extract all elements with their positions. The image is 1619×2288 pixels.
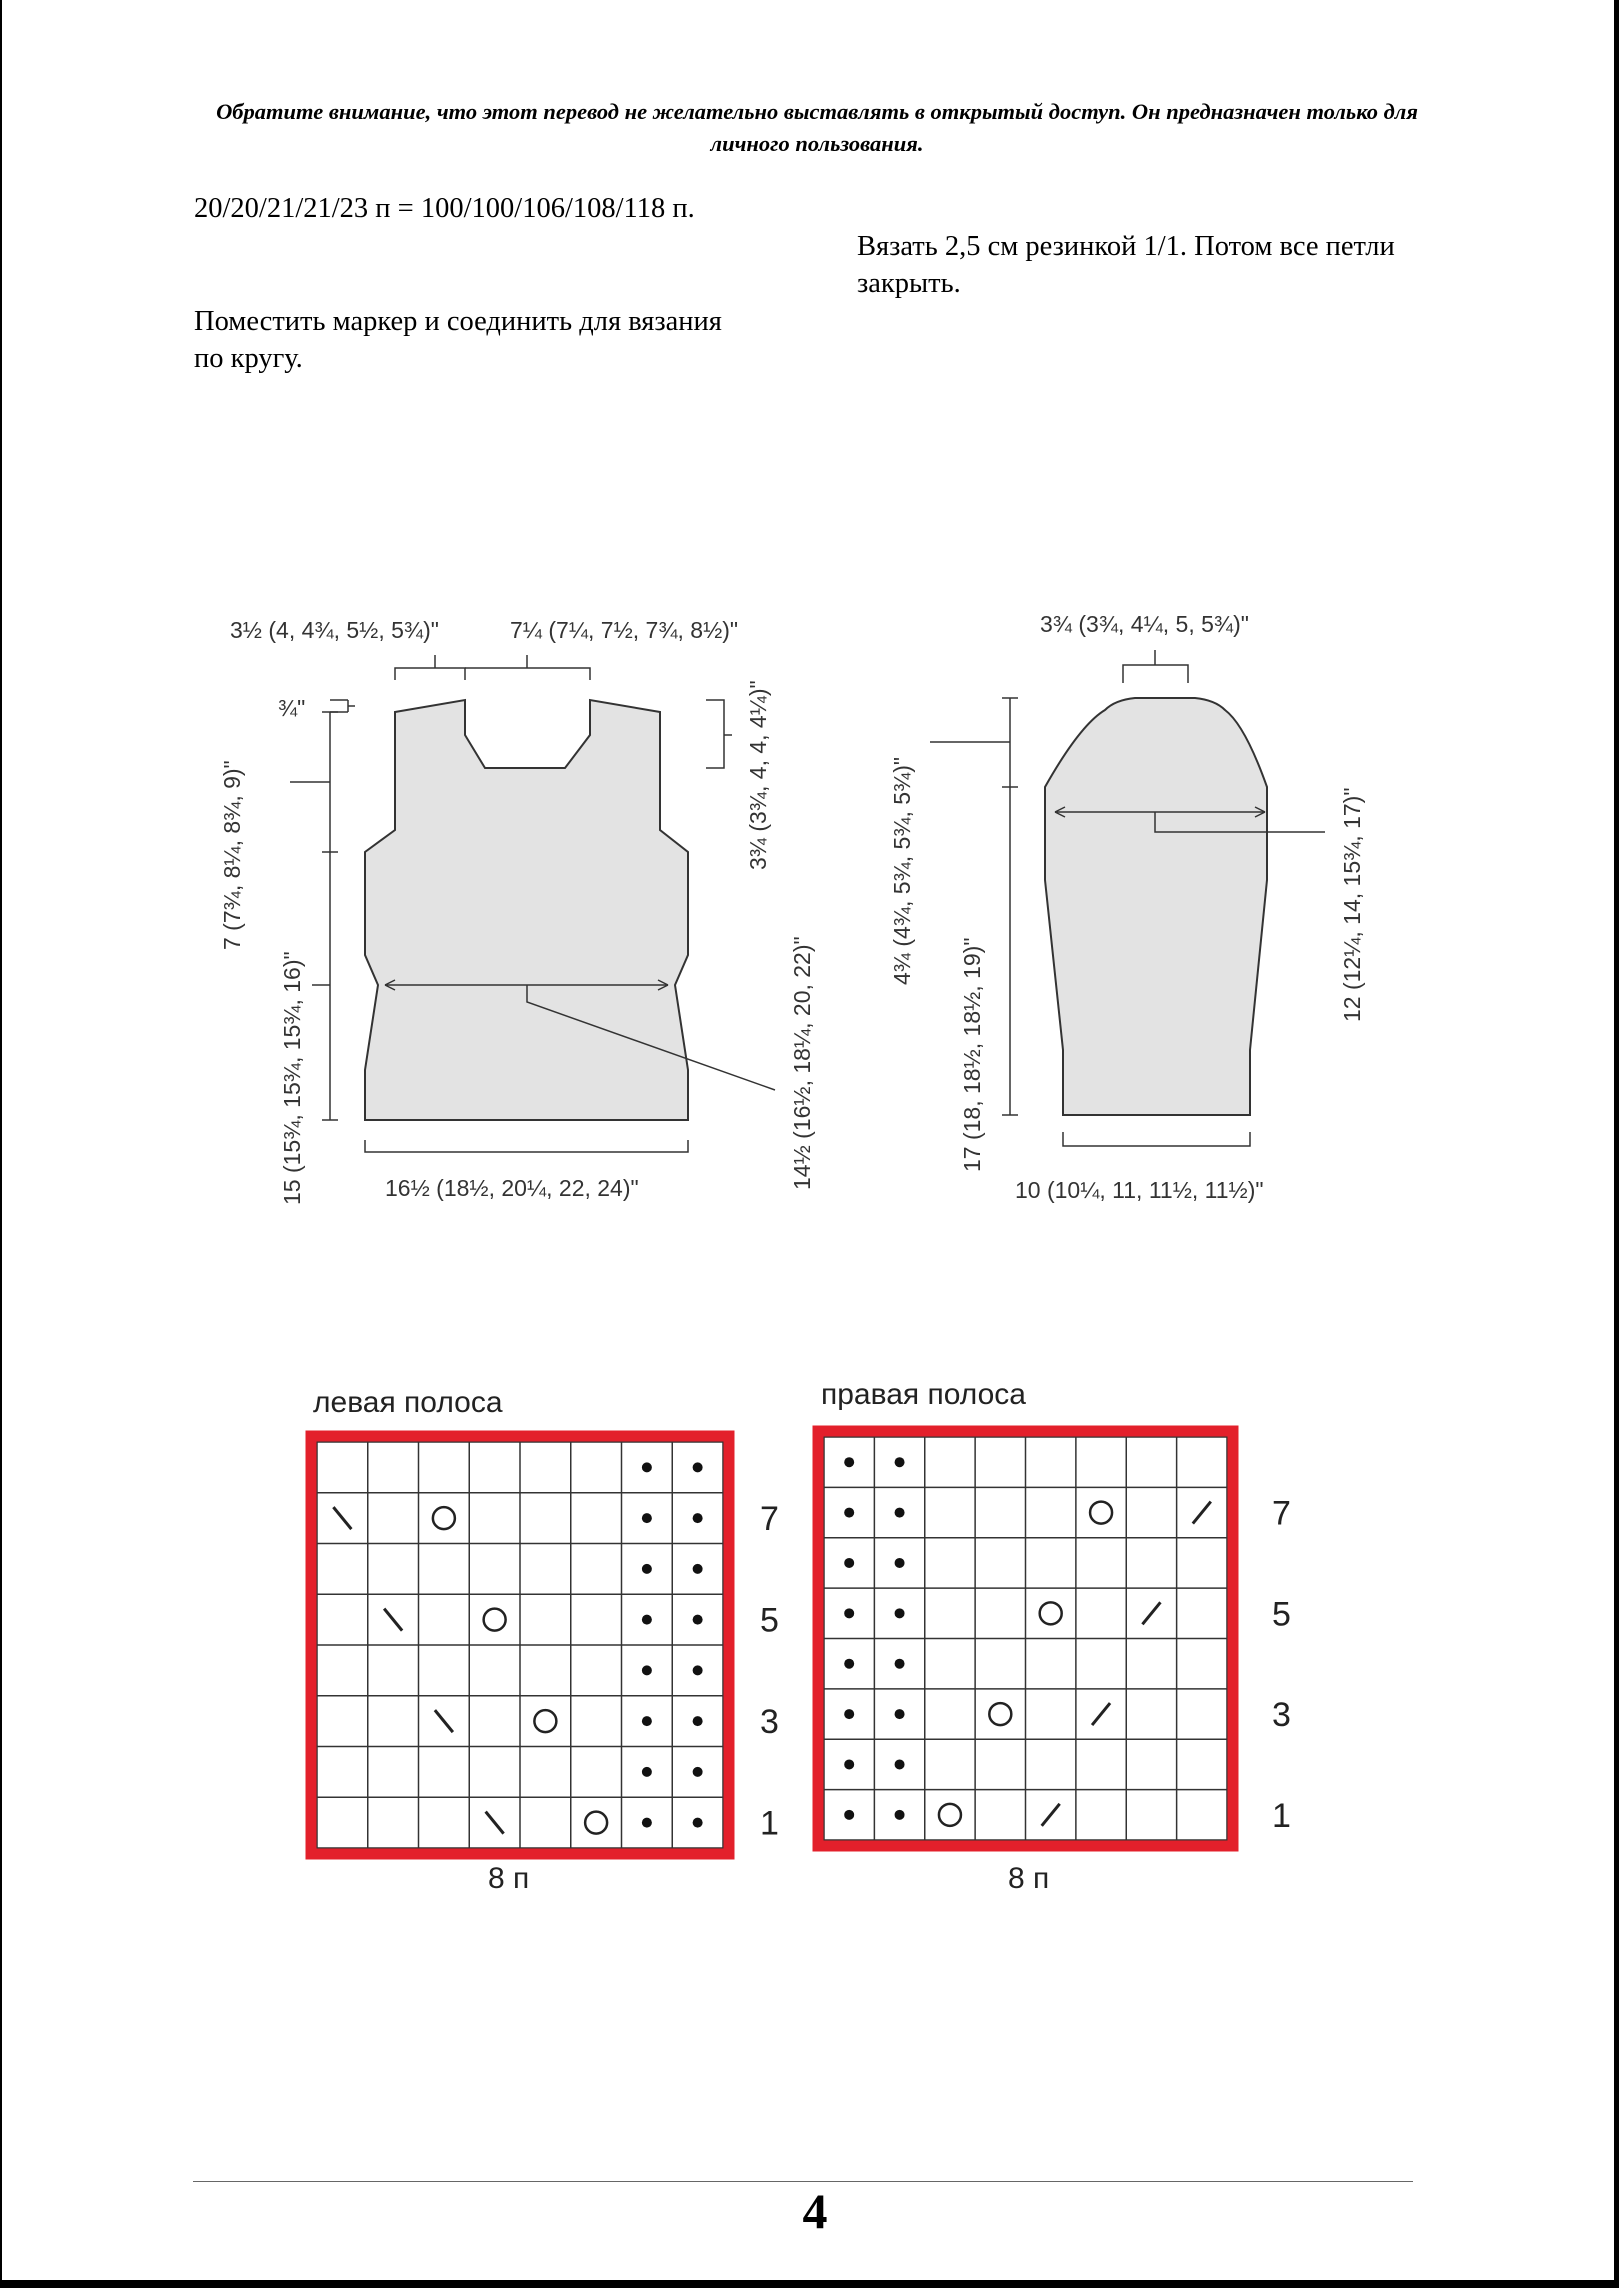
chart-left-row-labels [760,1500,779,1843]
purl-dot [642,1513,652,1523]
row-label: 3 [760,1703,779,1742]
chart-left-grid [317,1442,723,1848]
purl-dot [844,1709,854,1719]
marker-text: Поместить маркер и соединить для вязания по кругу. [194,306,722,374]
dim-cuff: 10 (10¼, 11, 11½, 11½)" [1015,1177,1264,1203]
purl-dot [895,1508,905,1518]
chart-left [311,1386,779,1895]
purl-dot [642,1462,652,1472]
purl-dot [642,1665,652,1675]
dim-upper-arm: 12 (12¼, 14, 15¾, 17)" [1339,787,1365,1022]
dim-hem: 16½ (18½, 20¼, 22, 24)" [385,1175,639,1201]
body-schematic [219,617,815,1205]
purl-dot [844,1457,854,1467]
purl-dot [693,1665,703,1675]
chart-left-footer: 8 п [488,1862,530,1895]
purl-dot [844,1508,854,1518]
chart-right-row-labels [1272,1495,1291,1835]
purl-dot [693,1462,703,1472]
stitch-count-text: 20/20/21/21/23 п = 100/100/106/108/118 п. [194,193,695,224]
body-shape [365,700,688,1120]
dim-waist: 14½ (16½, 18¼, 20, 22)" [789,936,815,1190]
rib-text: Вязать 2,5 см резинкой 1/1. Потом все петли закрыть. [857,231,1395,299]
row-label: 5 [1272,1595,1291,1634]
purl-dot [693,1767,703,1777]
row-label: 7 [760,1500,779,1539]
dim-neck-depth: 3¾ (3¾, 4, 4, 4¼)" [745,680,771,870]
purl-dot [693,1564,703,1574]
purl-dot [642,1564,652,1574]
dim-shoulder: 3½ (4, 4¾, 5½, 5¾)" [230,617,439,643]
sleeve-shape [1045,698,1267,1115]
purl-dot [895,1558,905,1568]
dim-cap-height: 4¾ (4¾, 5¾, 5¾, 5¾)" [889,756,915,985]
purl-dot [895,1457,905,1467]
dim-shoulder-slope: ¾" [278,695,306,721]
row-label: 5 [760,1601,779,1640]
purl-dot [895,1608,905,1618]
dim-sleeve-length: 17 (18, 18½, 18½, 19)" [959,937,985,1172]
purl-dot [642,1818,652,1828]
chart-right [818,1378,1291,1895]
chart-right-grid [824,1437,1227,1840]
notice: Обратите внимание, что этот перевод не желательно выставлять в открытый доступ. Он предназначен только для личного пользования. [216,99,1418,156]
purl-dot [844,1810,854,1820]
dim-cap-top: 3¾ (3¾, 4¼, 5, 5¾)" [1040,611,1249,637]
row-label: 3 [1272,1696,1291,1735]
sleeve-schematic [889,611,1365,1203]
purl-dot [693,1513,703,1523]
purl-dot [693,1615,703,1625]
purl-dot [895,1759,905,1769]
purl-dot [693,1716,703,1726]
purl-dot [642,1716,652,1726]
purl-dot [895,1810,905,1820]
purl-dot [693,1818,703,1828]
purl-dot [844,1759,854,1769]
row-label: 1 [760,1804,779,1843]
dim-neck-width: 7¼ (7¼, 7½, 7¾, 8½)" [510,617,739,643]
purl-dot [895,1709,905,1719]
purl-dot [642,1767,652,1777]
purl-dot [844,1659,854,1669]
purl-dot [895,1659,905,1669]
purl-dot [844,1558,854,1568]
chart-right-title: правая полоса [821,1378,1026,1411]
row-label: 1 [1272,1796,1291,1835]
purl-dot [844,1608,854,1618]
dim-armhole: 7 (7¾, 8¼, 8¾, 9)" [219,760,245,950]
page-number: 4 [802,2183,828,2239]
chart-right-footer: 8 п [1008,1862,1050,1895]
chart-left-title: левая полоса [313,1386,503,1419]
row-label: 7 [1272,1494,1291,1533]
purl-dot [642,1615,652,1625]
dim-body-length: 15 (15¾, 15¾, 15¾, 16)" [279,951,305,1205]
